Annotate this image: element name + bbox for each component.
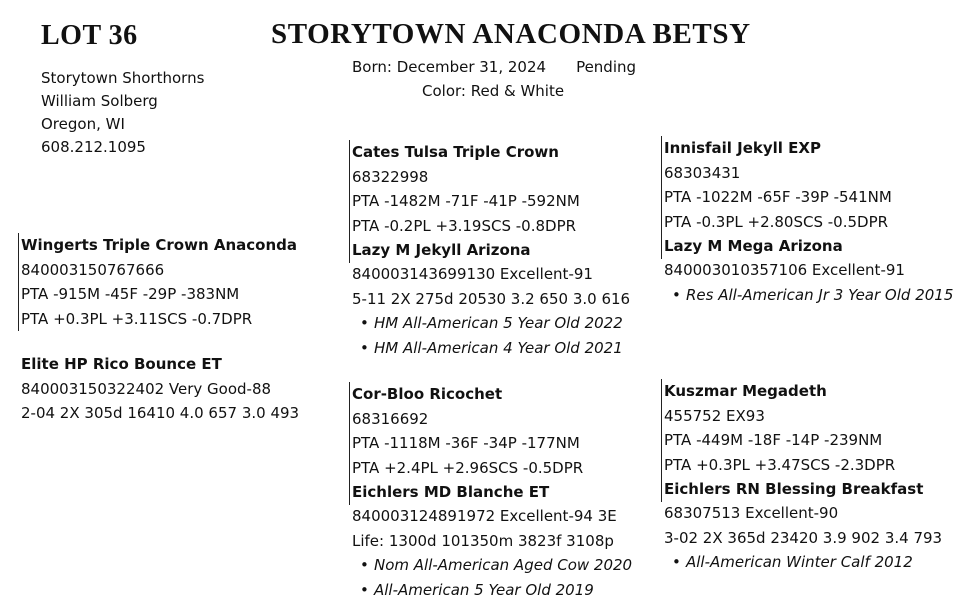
sire-sire-reg: 68322998 (352, 167, 429, 186)
breeder-farm: Storytown Shorthorns (41, 69, 205, 87)
dam-dam-award: • All-American 5 Year Old 2019 (360, 580, 594, 599)
sire-dam-record: 5-11 2X 275d 20530 3.2 650 3.0 616 (352, 289, 631, 308)
dam-sire-block (349, 382, 583, 505)
dam-sire-pta-health: PTA +2.4PL +2.96SCS -0.5DPR (352, 458, 584, 477)
breeder-location: Oregon, WI (41, 115, 125, 133)
sire-sire-pta-production: PTA -1482M -71F -41P -592NM (352, 192, 580, 210)
ss-dam-reg: 840003010357106 Excellent-91 (664, 261, 905, 279)
birth-info (352, 58, 636, 76)
ss-sire-pta-production: PTA -1022M -65F -39P -541NM (664, 188, 892, 206)
ds-dam-name: Eichlers RN Blessing Breakfast (664, 480, 924, 498)
animal-name-title: STORYTOWN ANACONDA BETSY (271, 18, 751, 50)
sire-sire-name: Cates Tulsa Triple Crown (352, 143, 559, 161)
ss-sire-pta-health: PTA -0.3PL +2.80SCS -0.5DPR (664, 212, 889, 231)
breeder-owner: William Solberg (41, 92, 158, 110)
sire-pta-production: PTA -915M -45F -29P -383NM (21, 285, 240, 303)
ds-dam-record: 3-02 2X 365d 23420 3.9 902 3.4 793 (664, 528, 943, 547)
sire-dam-name: Lazy M Jekyll Arizona (352, 241, 531, 259)
dam-dam-award: • Nom All-American Aged Cow 2020 (360, 556, 633, 574)
birth-date: Born: December 31, 2024 (352, 58, 547, 76)
breeder-phone: 608.212.1095 (41, 138, 146, 156)
sire-dam-reg: 840003143699130 Excellent-91 (352, 265, 593, 283)
sire-reg: 840003150767666 (21, 260, 165, 279)
sire-pta-health: PTA +0.3PL +3.11SCS -0.7DPR (21, 309, 253, 328)
dam-reg: 840003150322402 Very Good-88 (21, 379, 272, 398)
ss-dam-block (664, 258, 953, 307)
ds-sire-reg: 455752 EX93 (664, 406, 765, 425)
dam-dam-block (352, 504, 632, 602)
sire-sire-pta-health: PTA -0.2PL +3.19SCS -0.8DPR (352, 216, 577, 235)
ds-sire-block (661, 379, 923, 502)
lot-number: LOT 36 (41, 20, 138, 51)
color-info: Color: Red & White (422, 82, 565, 100)
dam-block (21, 352, 299, 426)
dam-name: Elite HP Rico Bounce ET (21, 355, 222, 373)
ss-dam-name: Lazy M Mega Arizona (664, 237, 843, 255)
sire-dam-block (352, 262, 630, 360)
ds-dam-reg: 68307513 Excellent-90 (664, 504, 839, 522)
ss-sire-name: Innisfail Jekyll EXP (664, 139, 821, 157)
dam-sire-name: Cor-Bloo Ricochet (352, 385, 503, 403)
ss-sire-block (661, 136, 892, 259)
dam-sire-reg: 68316692 (352, 409, 429, 428)
sire-dam-award: • HM All-American 4 Year Old 2021 (360, 338, 623, 357)
ds-sire-pta-production: PTA -449M -18F -14P -239NM (664, 431, 883, 449)
dam-record: 2-04 2X 305d 16410 4.0 657 3.0 493 (21, 404, 300, 422)
sire-name: Wingerts Triple Crown Anaconda (21, 236, 298, 254)
ss-dam-award: • Res All-American Jr 3 Year Old 2015 (672, 285, 954, 304)
sire-sire-block (349, 140, 580, 263)
sire-dam-award: • HM All-American 5 Year Old 2022 (360, 314, 623, 332)
ds-sire-pta-health: PTA +0.3PL +3.47SCS -2.3DPR (664, 455, 896, 474)
registration-status: Pending (576, 58, 637, 76)
ds-sire-name: Kuszmar Megadeth (664, 382, 827, 400)
ds-dam-award: • All-American Winter Calf 2012 (672, 553, 913, 571)
ss-sire-reg: 68303431 (664, 163, 741, 182)
sire-block (18, 233, 297, 331)
dam-dam-record: Life: 1300d 101350m 3823f 3108p (352, 531, 614, 550)
dam-dam-name: Eichlers MD Blanche ET (352, 483, 550, 501)
breeder-info (41, 67, 204, 159)
ds-dam-block (664, 501, 942, 575)
dam-sire-pta-production: PTA -1118M -36F -34P -177NM (352, 434, 580, 452)
dam-dam-reg: 840003124891972 Excellent-94 3E (352, 507, 617, 525)
